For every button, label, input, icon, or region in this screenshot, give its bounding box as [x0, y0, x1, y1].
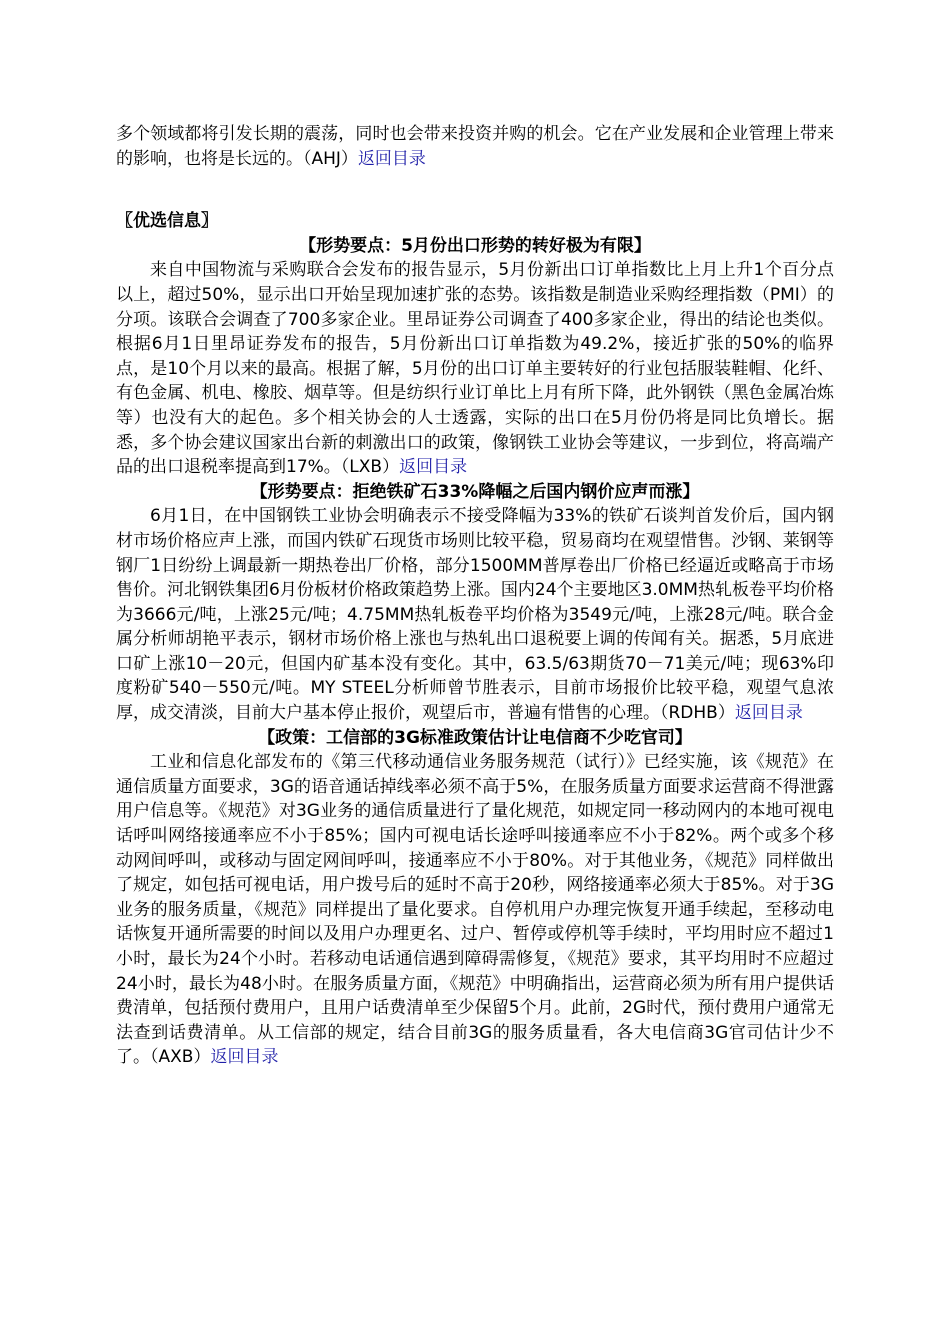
section-label: 〖优选信息〗 — [116, 211, 218, 232]
article-title: 【政策：工信部的3G标准政策估计让电信商不少吃官司】 — [258, 727, 692, 748]
intro-paragraph — [116, 122, 834, 171]
article-body: 6月1日，在中国钢铁工业协会明确表示不接受降幅为33%的铁矿石谈判首发价后，国内钢材市场价格应声上涨，而国内铁矿石现货市场则比较平稳，贸易商均在观望惜售。沙钢、莱钢等钢厂1日纷纷上调最新一期热卷出厂价格，部分1500MM普厚卷出厂价格已经逼近或略高于市场售价。河北钢铁集团6月份板材价格政策趋势上涨。国内24个主要地区3.0MM热轧板卷平均价格为3666元/吨，上涨25元/吨；4.75MM热轧板卷平均价格为3549元/吨，上涨28元/吨。联合金属分析师胡艳平表示，钢材市场价格上涨也与热轧出口退税要上调的传闻有关。据悉，5月底进口矿上涨10－20元，但国内矿基本没有变化。其中，63.5/63期货70－71美元/吨；现63%印度粉矿540－550元/吨。MY STEEL分析师曾节胜表示，目前市场报价比较平稳，观望气息浓厚，成交清淡，目前大户基本停止报价，观望后市，普遍有惜售的心理。（RDHB） — [116, 506, 834, 724]
back-to-toc-link[interactable]: 返回目录 — [357, 148, 426, 169]
back-to-toc-link[interactable]: 返回目录 — [210, 1047, 279, 1068]
article-paragraph — [116, 258, 834, 479]
article-body: 来自中国物流与采购联合会发布的报告显示，5月份新出口订单指数比上月上升1个百分点以上，超过50%，显示出口开始呈现加速扩张的态势。该指数是制造业采购经理指数（PMI）的分项。该联合会调查了700多家企业。里昂证券公司调查了400多家企业，得出的结论也类似。根据6月1日里昂证券发布的报告，5月份新出口订单指数为49.2%，接近扩张的50%的临界点，是10个月以来的最高。根据了解，5月份的出口订单主要转好的行业包括服装鞋帽、化纤、有色金属、机电、橡胶、烟草等。但是纺织行业订单比上月有所下降，此外钢铁（黑色金属冶炼等）也没有大的起色。多个相关协会的人士透露，实际的出口在5月份仍将是同比负增长。据悉，多个协会建议国家出台新的刺激出口的政策，像钢铁工业协会等建议，一步到位，将高端产品的出口退税率提高到17%。（LXB） — [116, 260, 834, 478]
article-body: 工业和信息化部发布的《第三代移动通信业务服务规范（试行）》已经实施，该《规范》在通信质量方面要求，3G的语音通话掉线率必须不高于5%，在服务质量方面要求运营商不得泄露用户信息等。《规范》对3G业务的通信质量进行了量化规范，如规定同一移动网内的本地可视电话呼叫网络接通率应不小于85%；国内可视电话长途呼叫接通率应不小于82%。两个或多个移动网间呼叫，或移动与固定网间呼叫，接通率应不小于80%。对于其他业务，《规范》同样做出了规定，如包括可视电话，用户拨号后的延时不高于20秒，网络接通率必须大于85%。对于3G业务的服务质量，《规范》同样提出了量化要求。自停机用户办理完恢复开通手续起，至移动电话恢复开通所需要的时间以及用户办理更名、过户、暂停或停机等手续时，平均用时应不超过1小时，最长为24个小时。若移动电话通信遇到障碍需修复，《规范》要求，其平均用时不应超过24小时，最长为48小时。在服务质量方面，《规范》中明确指出，运营商必须为所有用户提供话费清单，包括预付费用户，且用户话费清单至少保留5个月。此前，2G时代，预付费用户通常无法查到话费清单。从工信部的规定，结合目前3G的服务质量看，各大电信商3G官司估计少不了。（AXB） — [116, 752, 834, 1068]
document-page — [116, 122, 834, 1070]
back-to-toc-link[interactable]: 返回目录 — [734, 703, 803, 724]
spacer — [116, 171, 834, 209]
intro-text: 多个领域都将引发长期的震荡，同时也会带来投资并购的机会。它在产业发展和企业管理上带来的影响，也将是长远的。（AHJ） — [116, 124, 834, 169]
article-paragraph — [116, 504, 834, 725]
article-title: 【形势要点：拒绝铁矿石33%降幅之后国内钢价应声而涨】 — [250, 481, 700, 502]
article-paragraph — [116, 750, 834, 1070]
article-title: 【形势要点：5月份出口形势的转好极为有限】 — [299, 235, 651, 256]
back-to-toc-link[interactable]: 返回目录 — [399, 457, 468, 478]
